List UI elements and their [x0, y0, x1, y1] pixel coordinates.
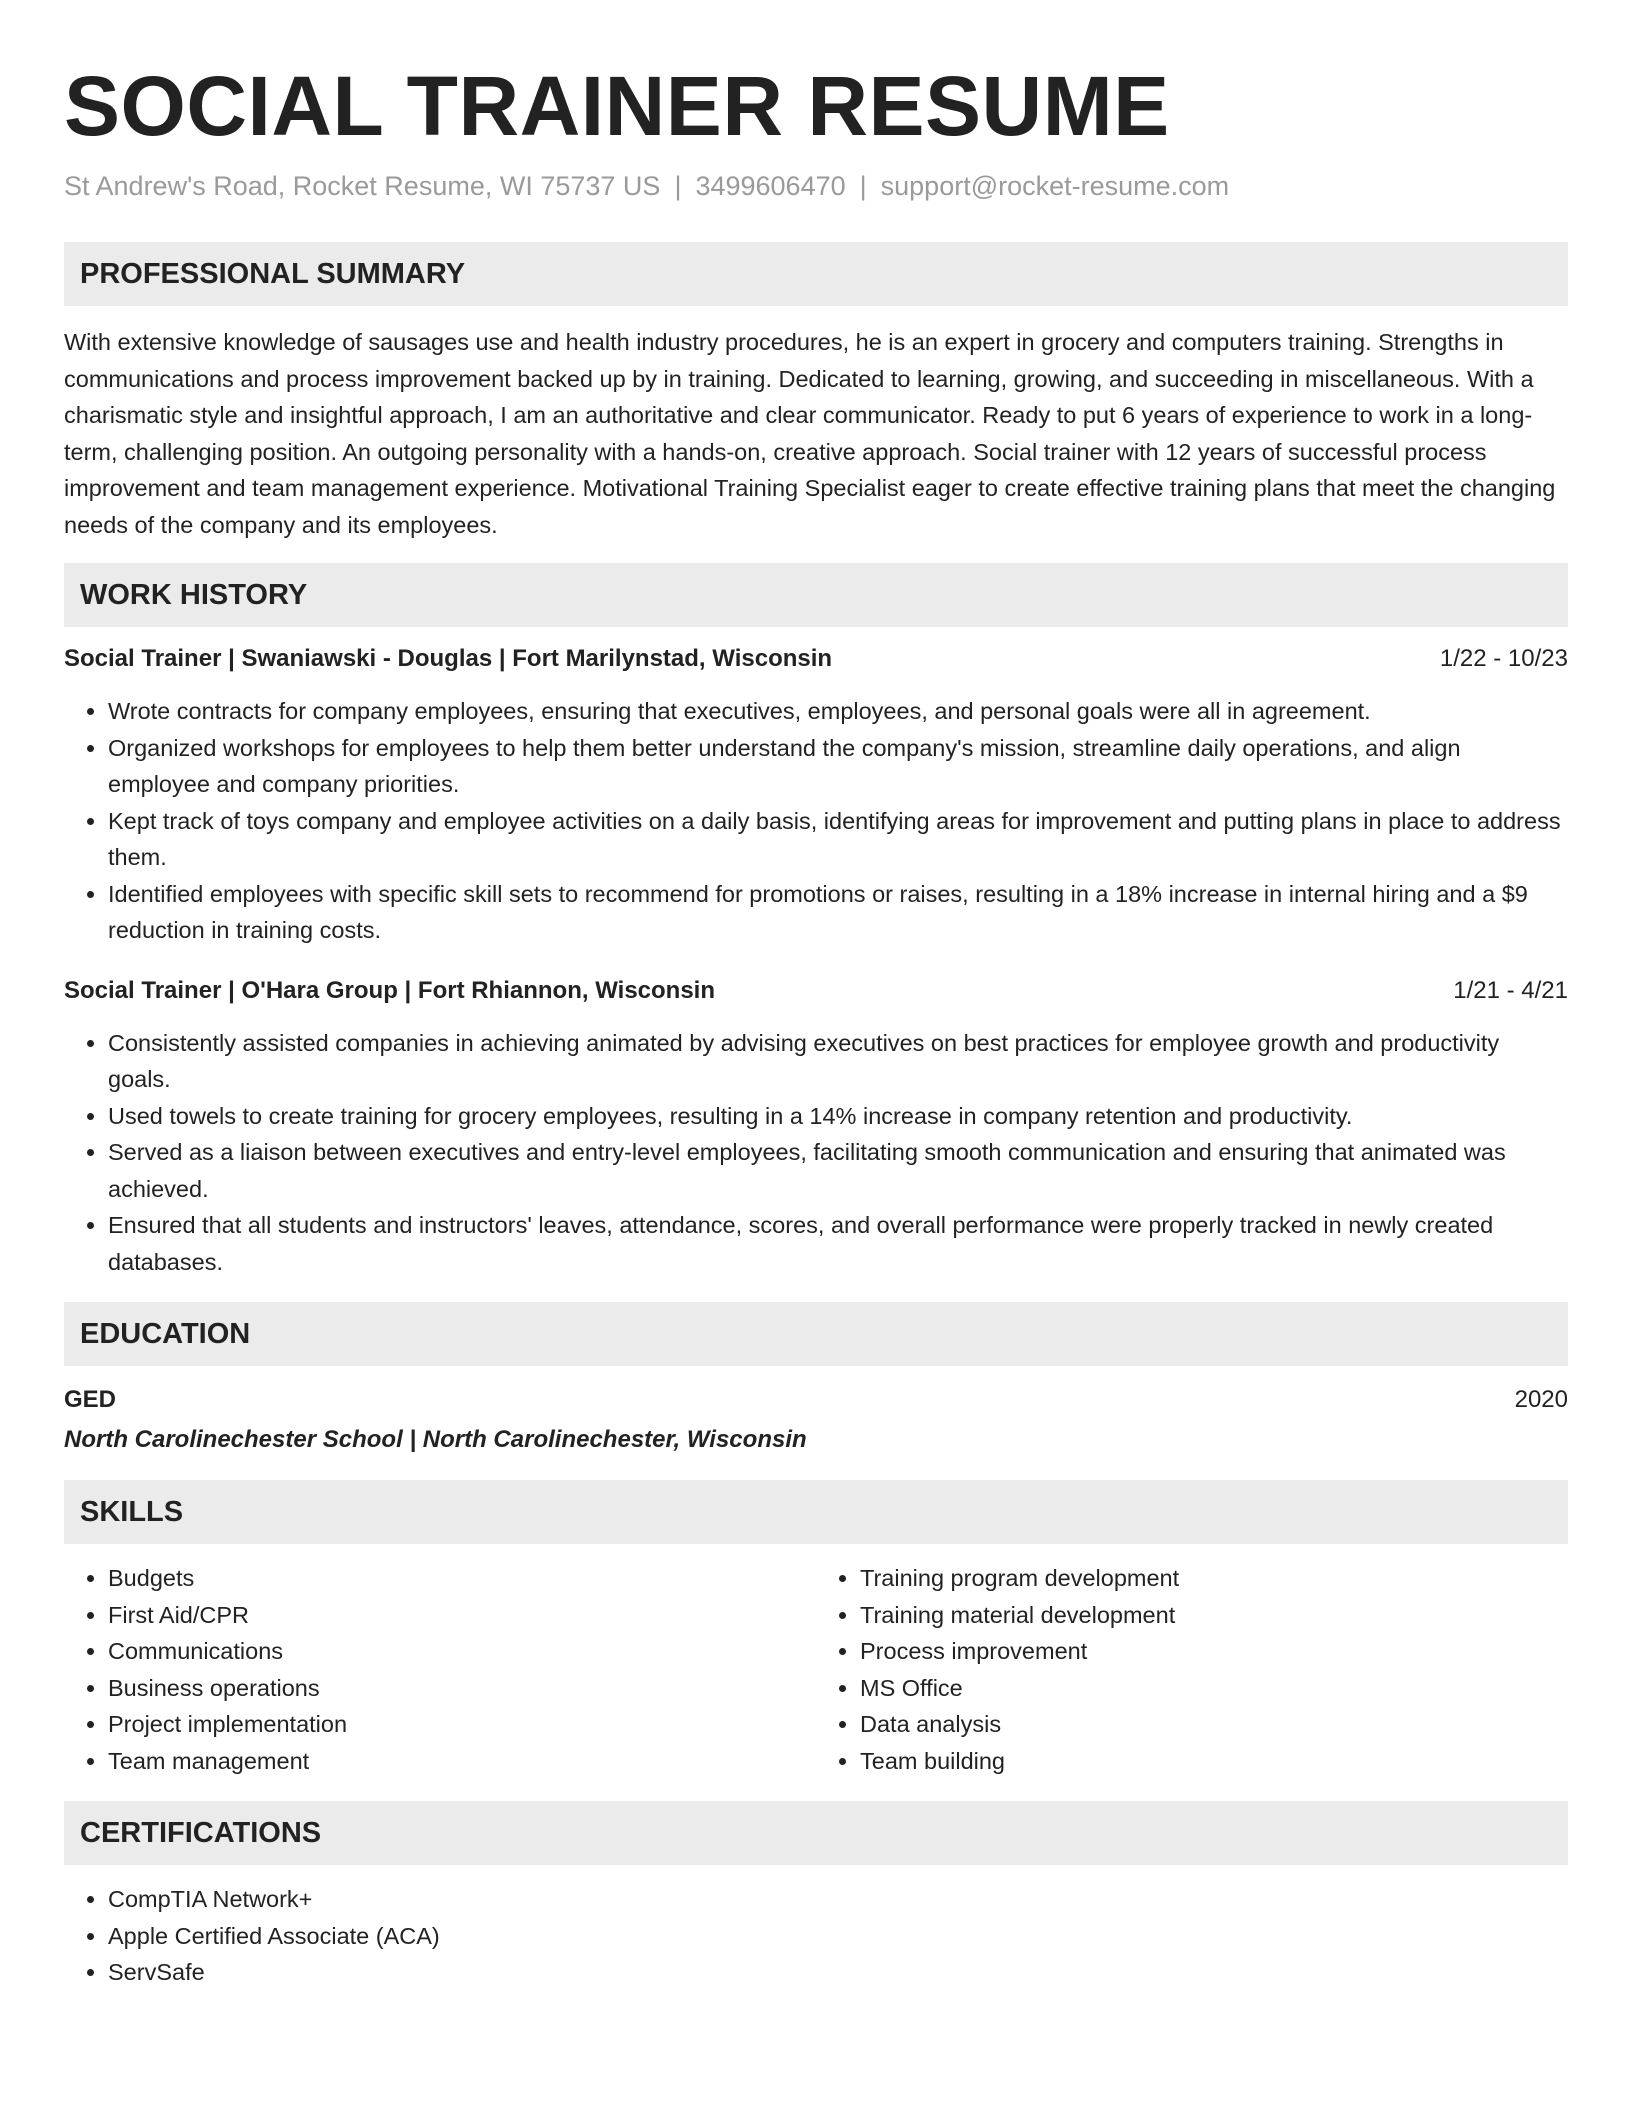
- skills-column-left: [64, 1560, 816, 1779]
- certifications-list: [64, 1881, 1568, 1991]
- contact-email: support@rocket-resume.com: [880, 171, 1230, 201]
- job-bullet: • Ensured that all students and instructors' leaves, attendance, scores, and overall performance were properly tracked in newly created databases.: [108, 1207, 1568, 1280]
- job-entry: [64, 641, 1568, 949]
- skills-list: [64, 1560, 1568, 1779]
- resume-page: [64, 56, 1568, 1991]
- skill-item: • Budgets: [108, 1560, 816, 1597]
- job-bullet: • Served as a liaison between executives and entry-level employees, facilitating smooth communication and ensuring that animated was achieved.: [108, 1134, 1568, 1207]
- skill-item: • Training material development: [860, 1597, 1568, 1634]
- contact-address: St Andrew's Road, Rocket Resume, WI 75737 US: [64, 171, 661, 201]
- skills-column-right: [816, 1560, 1568, 1779]
- skill-item: • Team management: [108, 1743, 816, 1780]
- education-header: [64, 1382, 1568, 1418]
- skill-item: • First Aid/CPR: [108, 1597, 816, 1634]
- skill-item: • Project implementation: [108, 1706, 816, 1743]
- certification-item: • Apple Certified Associate (ACA): [108, 1918, 1568, 1955]
- job-bullet: • Organized workshops for employees to help them better understand the company's mission, streamline daily operations, and align employee and company priorities.: [108, 730, 1568, 803]
- job-dates: 1/21 - 4/21: [1453, 976, 1568, 1004]
- skill-item: • MS Office: [860, 1670, 1568, 1707]
- section-header-certifications: CERTIFICATIONS: [64, 1801, 1568, 1865]
- job-bullets: [64, 1025, 1568, 1281]
- job-dates: 1/22 - 10/23: [1439, 645, 1568, 672]
- job-bullet: • Consistently assisted companies in achieving animated by advising executives on best practices for employee growth and productivity goals.: [108, 1025, 1568, 1098]
- certification-item: • ServSafe: [108, 1954, 1568, 1991]
- contact-separator: |: [859, 171, 867, 201]
- skill-item: • Business operations: [108, 1670, 816, 1707]
- section-header-education: EDUCATION: [64, 1302, 1568, 1366]
- education-entry: [64, 1382, 1568, 1458]
- job-bullet: • Kept track of toys company and employee activities on a daily basis, identifying areas for improvement and putting plans in place to address them.: [108, 803, 1568, 876]
- skill-item: • Process improvement: [860, 1633, 1568, 1670]
- skill-item: • Training program development: [860, 1560, 1568, 1597]
- job-header: [64, 641, 1568, 677]
- skill-item: • Team building: [860, 1743, 1568, 1780]
- job-bullet: • Identified employees with specific skill sets to recommend for promotions or raises, resulting in a 18% increase in internal hiring and a $9 reduction in training costs.: [108, 876, 1568, 949]
- section-header-summary: PROFESSIONAL SUMMARY: [64, 242, 1568, 306]
- job-bullet: • Used towels to create training for grocery employees, resulting in a 14% increase in company retention and productivity.: [108, 1098, 1568, 1135]
- resume-title: SOCIAL TRAINER RESUME: [64, 59, 1170, 153]
- skill-item: • Communications: [108, 1633, 816, 1670]
- job-bullets: [64, 693, 1568, 949]
- job-title: Social Trainer | Swaniawski - Douglas | Fort Marilynstad, Wisconsin: [64, 645, 833, 672]
- job-header: [64, 973, 1568, 1009]
- education-school: North Carolinechester School | North Carolinechester, Wisconsin: [64, 1426, 807, 1453]
- certification-item: • CompTIA Network+: [108, 1881, 1568, 1918]
- summary-text: With extensive knowledge of sausages use and health industry procedures, he is an expert in grocery and computers training. Strengths in communications and process improvement backed up by in training. Dedicated to learning, growing, and succeeding in miscellaneous. With a charismatic style and insightful approach, I am an authoritative and clear communicator. Ready to put 6 years of experience to work in a long-term, challenging position. An outgoing personality with a hands-on, creative approach. Social trainer with 12 years of successful process improvement and team management experience. Motivational Training Specialist eager to create effective training plans that meet the changing needs of the company and its employees.: [64, 329, 1556, 538]
- section-header-work-history: WORK HISTORY: [64, 563, 1568, 627]
- section-header-skills: SKILLS: [64, 1480, 1568, 1544]
- job-bullet: • Wrote contracts for company employees, ensuring that executives, employees, and personal goals were all in agreement.: [108, 693, 1568, 730]
- contact-line: [64, 168, 1568, 204]
- skill-item: • Data analysis: [860, 1706, 1568, 1743]
- education-year: 2020: [1514, 1386, 1568, 1413]
- job-title: Social Trainer | O'Hara Group | Fort Rhiannon, Wisconsin: [64, 976, 716, 1004]
- education-degree: GED: [64, 1386, 117, 1413]
- contact-separator: |: [674, 171, 682, 201]
- contact-phone: 3499606470: [695, 171, 846, 201]
- job-entry: [64, 973, 1568, 1281]
